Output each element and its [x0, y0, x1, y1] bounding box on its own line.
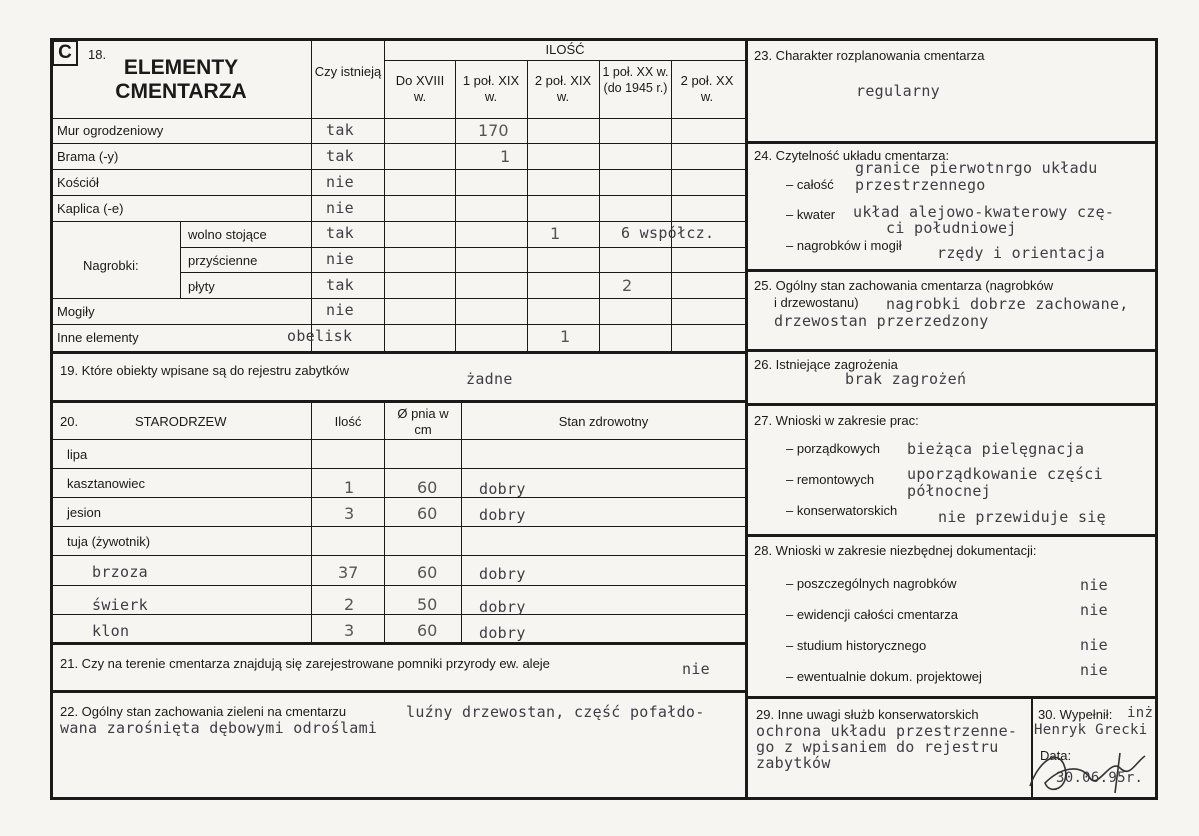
- s28-item-label: – poszczególnych nagrobków: [786, 576, 957, 591]
- s24-calosc-label: – całość: [786, 177, 834, 192]
- s28-label: 28. Wnioski w zakresie niezbędnej dokumentacji:: [754, 543, 1037, 558]
- grid-line: [52, 690, 745, 693]
- tree-state: dobry: [479, 598, 526, 616]
- s27-rem-line1: uporządkowanie części: [907, 465, 1103, 483]
- s27-label: 27. Wnioski w zakresie prac:: [754, 413, 919, 428]
- s27-porz-value: bieżąca pielęgnacja: [907, 440, 1085, 458]
- nagrobki-przyscienne-exist: nie: [326, 250, 354, 268]
- grid-line: [52, 468, 745, 469]
- tree-qty: 37: [338, 563, 359, 582]
- grid-line: [52, 195, 745, 196]
- tree-name: tuja (żywotnik): [67, 534, 151, 549]
- section-18-number: 18.: [88, 47, 107, 62]
- s24-kwater-label: – kwater: [786, 207, 836, 222]
- tree-name: kasztanowiec: [67, 476, 146, 491]
- grid-line: [384, 60, 745, 61]
- tree-dia: 50: [417, 595, 438, 614]
- grid-line: [52, 614, 745, 615]
- row-exist-mur: tak: [326, 121, 354, 139]
- s30-date-value: 30.06.95r.: [1056, 770, 1144, 786]
- nagrobki-plyty-exist: tak: [326, 276, 354, 294]
- col-period-4: 1 poł. XX w. (do 1945 r.): [602, 65, 669, 95]
- grid-line: [747, 141, 1156, 144]
- tree-qty: 3: [344, 504, 355, 523]
- s27-rem-line2: północnej: [907, 482, 991, 500]
- row-exist-kaplica: nie: [326, 199, 354, 217]
- nagrobki-wolno-p4: 6 współcz.: [621, 224, 715, 242]
- grid-line: [180, 221, 181, 298]
- grid-line: [747, 403, 1156, 406]
- s21-value: nie: [682, 660, 710, 678]
- s24-kwater-line1: układ alejowo-kwaterowy czę-: [853, 203, 1115, 221]
- row-exist-inne: obelisk: [287, 327, 353, 345]
- s22-value-line2: wana zarośnięta dębowymi odroślami: [60, 719, 378, 737]
- row-label-inne: Inne elementy: [57, 330, 139, 345]
- s25-value-line2: drzewostan przerzedzony: [774, 312, 989, 330]
- col-ilosc-header: ILOŚĆ: [545, 42, 585, 57]
- s24-label: 24. Czytelność układu cmentarza:: [754, 148, 950, 163]
- grid-line: [52, 439, 745, 440]
- tree-qty: 2: [344, 595, 355, 614]
- tree-qty: 1: [344, 478, 355, 497]
- s28-item-value: nie: [1080, 601, 1108, 619]
- s25-value-line1: nagrobki dobrze zachowane,: [886, 295, 1129, 313]
- tree-name: klon: [92, 622, 130, 640]
- grid-line: [52, 642, 745, 645]
- s30-label: 30. Wypełnił:: [1038, 707, 1113, 722]
- s20-number: 20.: [60, 414, 79, 429]
- s29-value-line2: go z wpisaniem do rejestru: [756, 738, 999, 756]
- tree-state: dobry: [479, 480, 526, 498]
- s23-label: 23. Charakter rozplanowania cmentarza: [754, 48, 985, 63]
- tree-name: brzoza: [92, 563, 148, 581]
- s30-name-line2: Henryk Grecki: [1034, 722, 1148, 738]
- s27-kons-value: nie przewiduje się: [938, 508, 1106, 526]
- s27-kons-label: – konserwatorskich: [786, 503, 898, 518]
- grid-line: [52, 118, 745, 119]
- grid-line: [52, 526, 745, 527]
- col-exist-header: Czy istnieją: [314, 64, 382, 79]
- grid-line: [52, 555, 745, 556]
- tree-qty: 3: [344, 621, 355, 640]
- tree-state: dobry: [479, 624, 526, 642]
- s28-item-label: – ewentualnie dokum. projektowej: [786, 669, 982, 684]
- nagrobki-wolno-p3: 1: [550, 224, 561, 243]
- s29-value-line3: zabytków: [756, 754, 831, 772]
- s21-label: 21. Czy na terenie cmentarza znajdują się zarejestrowane pomniki przyrody ew. aleje: [60, 656, 550, 671]
- s28-item-value: nie: [1080, 576, 1108, 594]
- grid-line: [747, 696, 1156, 699]
- row-exist-brama: tak: [326, 147, 354, 165]
- s30-date-label: Data:: [1040, 748, 1072, 763]
- nagrobki-wolno-label: wolno stojące: [188, 227, 267, 242]
- grid-line: [52, 298, 745, 299]
- s24-kwater-line2: ci południowej: [886, 219, 1017, 237]
- s25-label-line2: i drzewostanu): [774, 295, 859, 310]
- grid-line: [52, 324, 745, 325]
- tree-dia: 60: [417, 621, 438, 640]
- s29-label: 29. Inne uwagi służb konserwatorskich: [756, 707, 979, 722]
- s30-name-line1: inż: [1127, 705, 1154, 721]
- grid-line: [52, 169, 745, 170]
- grid-line: [311, 40, 312, 352]
- s22-label: 22. Ogólny stan zachowania zieleni na cmentarzu: [60, 704, 347, 719]
- tree-state: dobry: [479, 506, 526, 524]
- s24-calosc-line1: granice pierwotnrgo układu: [855, 159, 1098, 177]
- grid-line: [52, 351, 745, 354]
- s20-col-ilosc: Ilość: [334, 414, 362, 429]
- row-label-brama: Brama (-y): [57, 149, 119, 164]
- s24-nagrob-label: – nagrobków i mogił: [786, 238, 902, 253]
- grid-line: [52, 497, 745, 498]
- grid-line: [747, 269, 1156, 272]
- section-18-title-line2: CMENTARZA: [115, 80, 247, 103]
- section-letter: C: [52, 40, 78, 66]
- grid-line: [52, 400, 745, 403]
- grid-line: [180, 272, 745, 273]
- row-label-mur: Mur ogrodzeniowy: [57, 123, 164, 138]
- tree-name: lipa: [67, 447, 88, 462]
- row-label-mogily: Mogiły: [57, 304, 95, 319]
- nagrobki-wolno-exist: tak: [326, 224, 354, 242]
- row-label-kosciol: Kościół: [57, 175, 99, 190]
- grid-line: [52, 221, 745, 222]
- col-period-3: 2 poł. XIX w.: [534, 73, 592, 104]
- col-period-2: 1 poł. XIX w.: [462, 73, 520, 104]
- grid-line: [527, 60, 528, 352]
- nagrobki-przyscienne-label: przyścienne: [188, 253, 258, 268]
- grid-line: [384, 40, 385, 352]
- s19-label: 19. Które obiekty wpisane są do rejestru zabytków: [60, 363, 350, 378]
- s20-col-pien: Ø pnia w cm: [397, 406, 449, 437]
- tree-name: świerk: [92, 596, 148, 614]
- grid-line: [455, 60, 456, 352]
- row-exist-mogily: nie: [326, 301, 354, 319]
- s20-col-stan: Stan zdrowotny: [558, 414, 649, 429]
- s25-label-line1: 25. Ogólny stan zachowania cmentarza (nagrobków: [754, 278, 1054, 293]
- s28-item-value: nie: [1080, 636, 1108, 654]
- grid-line: [180, 247, 745, 248]
- grid-line: [671, 60, 672, 352]
- grid-line: [599, 60, 600, 352]
- section-18-title-line1: ELEMENTY: [123, 56, 239, 79]
- nagrobki-label: Nagrobki:: [83, 258, 139, 273]
- s22-value-line1: luźny drzewostan, część pofałdo-: [406, 703, 705, 721]
- tree-dia: 60: [417, 478, 438, 497]
- col-period-5: 2 poł. XX w.: [680, 73, 734, 104]
- grid-line: [52, 585, 745, 586]
- s26-label: 26. Istniejące zagrożenia: [754, 357, 898, 372]
- tree-name: jesion: [67, 505, 101, 520]
- row-exist-kosciol: nie: [326, 173, 354, 191]
- tree-state: dobry: [479, 565, 526, 583]
- tree-dia: 60: [417, 504, 438, 523]
- s26-value: brak zagrożeń: [845, 370, 967, 388]
- s28-item-value: nie: [1080, 661, 1108, 679]
- center-divider: [745, 40, 748, 798]
- col-period-1: Do XVIII w.: [395, 73, 445, 104]
- nagrobki-plyty-label: płyty: [188, 279, 215, 294]
- s20-title: STARODRZEW: [135, 414, 227, 429]
- grid-line: [52, 143, 745, 144]
- s29-value-line1: ochrona układu przestrzenne-: [756, 722, 1018, 740]
- s24-nagrob-value: rzędy i orientacja: [937, 244, 1105, 262]
- tree-dia: 60: [417, 563, 438, 582]
- grid-line: [747, 349, 1156, 352]
- signature-mark: [1020, 738, 1170, 798]
- nagrobki-plyty-p4: 2: [622, 276, 633, 295]
- s28-item-label: – ewidencji całości cmentarza: [786, 607, 958, 622]
- row-p3-inne: 1: [560, 327, 571, 346]
- s27-rem-label: – remontowych: [786, 472, 875, 487]
- s28-item-label: – studium historycznego: [786, 638, 927, 653]
- grid-line: [747, 534, 1156, 537]
- s23-value: regularny: [856, 82, 940, 100]
- row-qty-mur: 170: [478, 121, 509, 140]
- s19-value: żadne: [466, 370, 513, 388]
- s27-porz-label: – porządkowych: [786, 441, 880, 456]
- s24-calosc-line2: przestrzennego: [855, 176, 986, 194]
- row-label-kaplica: Kaplica (-e): [57, 201, 124, 216]
- row-qty-brama: 1: [500, 147, 511, 166]
